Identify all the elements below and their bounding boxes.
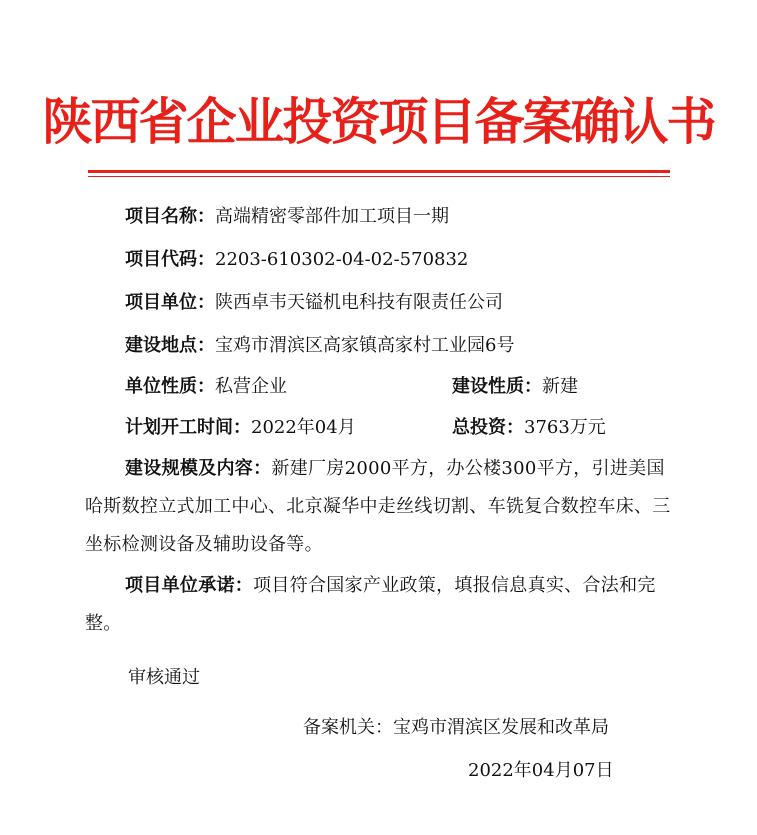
title-underline-thick <box>88 170 670 173</box>
total-investment-value: 3763万元 <box>524 417 606 438</box>
project-code-value: 2203-610302-04-02-570832 <box>215 249 469 270</box>
location-value: 宝鸡市渭滨区高家镇高家村工业园6号 <box>215 335 515 356</box>
filing-date: 2022年04月07日 <box>468 760 614 781</box>
commitment-paragraph <box>85 567 675 643</box>
scale-paragraph <box>85 450 675 564</box>
document-title: 陕西省企业投资项目备案确认书 <box>42 92 715 151</box>
start-time-value: 2022年04月 <box>251 417 356 438</box>
unit-nature-row <box>125 375 287 399</box>
review-status: 审核通过 <box>128 667 200 688</box>
project-unit-label: 项目单位： <box>125 292 215 313</box>
start-time-label: 计划开工时间： <box>125 417 251 438</box>
project-name-label: 项目名称： <box>125 206 215 227</box>
project-name-value: 高端精密零部件加工项目一期 <box>215 206 449 227</box>
scale-label: 建设规模及内容： <box>125 458 272 479</box>
location-row <box>125 334 514 358</box>
commitment-label: 项目单位承诺： <box>125 575 254 596</box>
project-unit-value: 陕西卓韦天镒机电科技有限责任公司 <box>215 292 503 313</box>
commitment-value: 项目符合国家产业政策，填报信息真实、合法和完整。 <box>85 575 656 634</box>
total-investment-label: 总投资： <box>452 417 524 438</box>
project-unit-row <box>125 291 503 315</box>
filing-authority: 备案机关：宝鸡市渭滨区发展和改革局 <box>303 717 609 738</box>
project-code-row <box>125 248 468 272</box>
total-investment-row <box>452 416 606 440</box>
build-nature-row <box>452 375 578 399</box>
start-time-row <box>125 416 356 440</box>
project-code-label: 项目代码： <box>125 249 215 270</box>
build-nature-value: 新建 <box>542 376 578 397</box>
scale-value: 新建厂房2000平方，办公楼300平方，引进美国哈斯数控立式加工中心、北京凝华中走丝线切割、车铣复合数控车床、三坐标检测设备及辅助设备等。 <box>85 458 671 555</box>
project-name-row <box>125 205 449 229</box>
location-label: 建设地点： <box>125 335 215 356</box>
build-nature-label: 建设性质： <box>452 376 542 397</box>
title-underline-thin <box>88 176 670 177</box>
unit-nature-label: 单位性质： <box>125 376 215 397</box>
unit-nature-value: 私营企业 <box>215 376 287 397</box>
